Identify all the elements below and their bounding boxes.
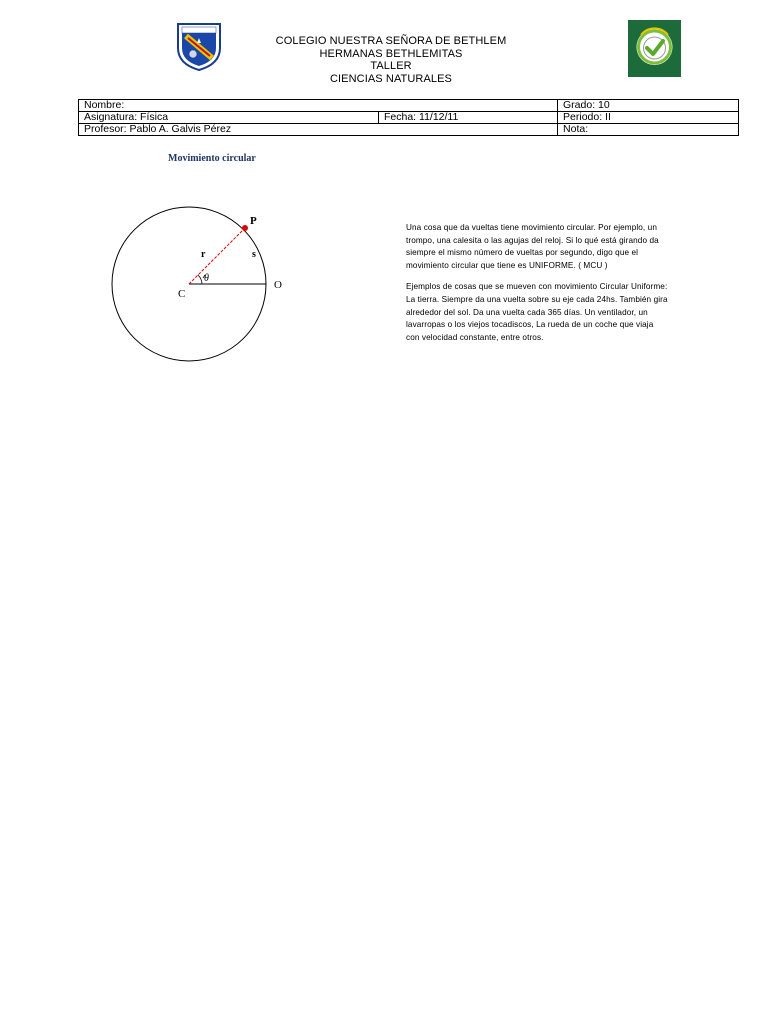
table-row [79, 100, 739, 112]
nota-field[interactable]: Nota: [558, 124, 739, 136]
explanation-text [406, 222, 668, 353]
congregation-name: HERMANAS BETHLEMITAS [319, 47, 463, 60]
paragraph-examples: Ejemplos de cosas que se mueven con movimiento Circular Uniforme: La tierra. Siempre da una vuelta sobre su eje cada 24hs. También gira alrededor del sol. Da una vuelta cada 365 días. Un ventilador, un lavarropas o los viejos tocadiscos, La rueda de un coche que viaja con velocidad constante, entre otros. [406, 282, 668, 342]
document-type: TALLER [370, 60, 412, 72]
certification-check-icon [628, 20, 681, 77]
label-theta: θ [204, 273, 209, 284]
angle-arc [198, 275, 202, 284]
fecha-field: Fecha: 11/12/11 [379, 112, 558, 124]
grado-field: Grado: 10 [558, 100, 739, 112]
school-crest-icon [172, 18, 226, 72]
subject-area: CIENCIAS NATURALES [329, 72, 452, 85]
table-row [79, 124, 739, 136]
asignatura-field: Asignatura: Física [79, 112, 379, 124]
section-title: Movimiento circular [168, 153, 256, 164]
radius-line-cp [189, 228, 245, 284]
label-c: C [178, 288, 186, 300]
school-header [230, 35, 552, 85]
label-o: O [274, 279, 282, 291]
periodo-field: Periodo: II [558, 112, 739, 124]
label-s: s [252, 249, 256, 260]
nombre-field[interactable]: Nombre: [79, 100, 558, 112]
label-r: r [201, 249, 206, 260]
point-p-marker [242, 225, 248, 231]
profesor-field: Profesor: Pablo A. Galvis Pérez [79, 124, 558, 136]
table-row [79, 112, 739, 124]
school-name: COLEGIO NUESTRA SEÑORA DE BETHLEM [275, 35, 507, 47]
label-p: P [250, 215, 257, 227]
paragraph-definition: Una cosa que da vueltas tiene movimiento circular. Por ejemplo, un trompo, una calesita o las agujas del reloj. Si lo qué está girando da siempre el mismo número de vueltas por segundo, digo que el movimiento circular que tiene es UNIFORME. ( MCU ) [406, 223, 659, 270]
circular-motion-diagram [100, 205, 300, 370]
student-info-table [78, 99, 739, 136]
